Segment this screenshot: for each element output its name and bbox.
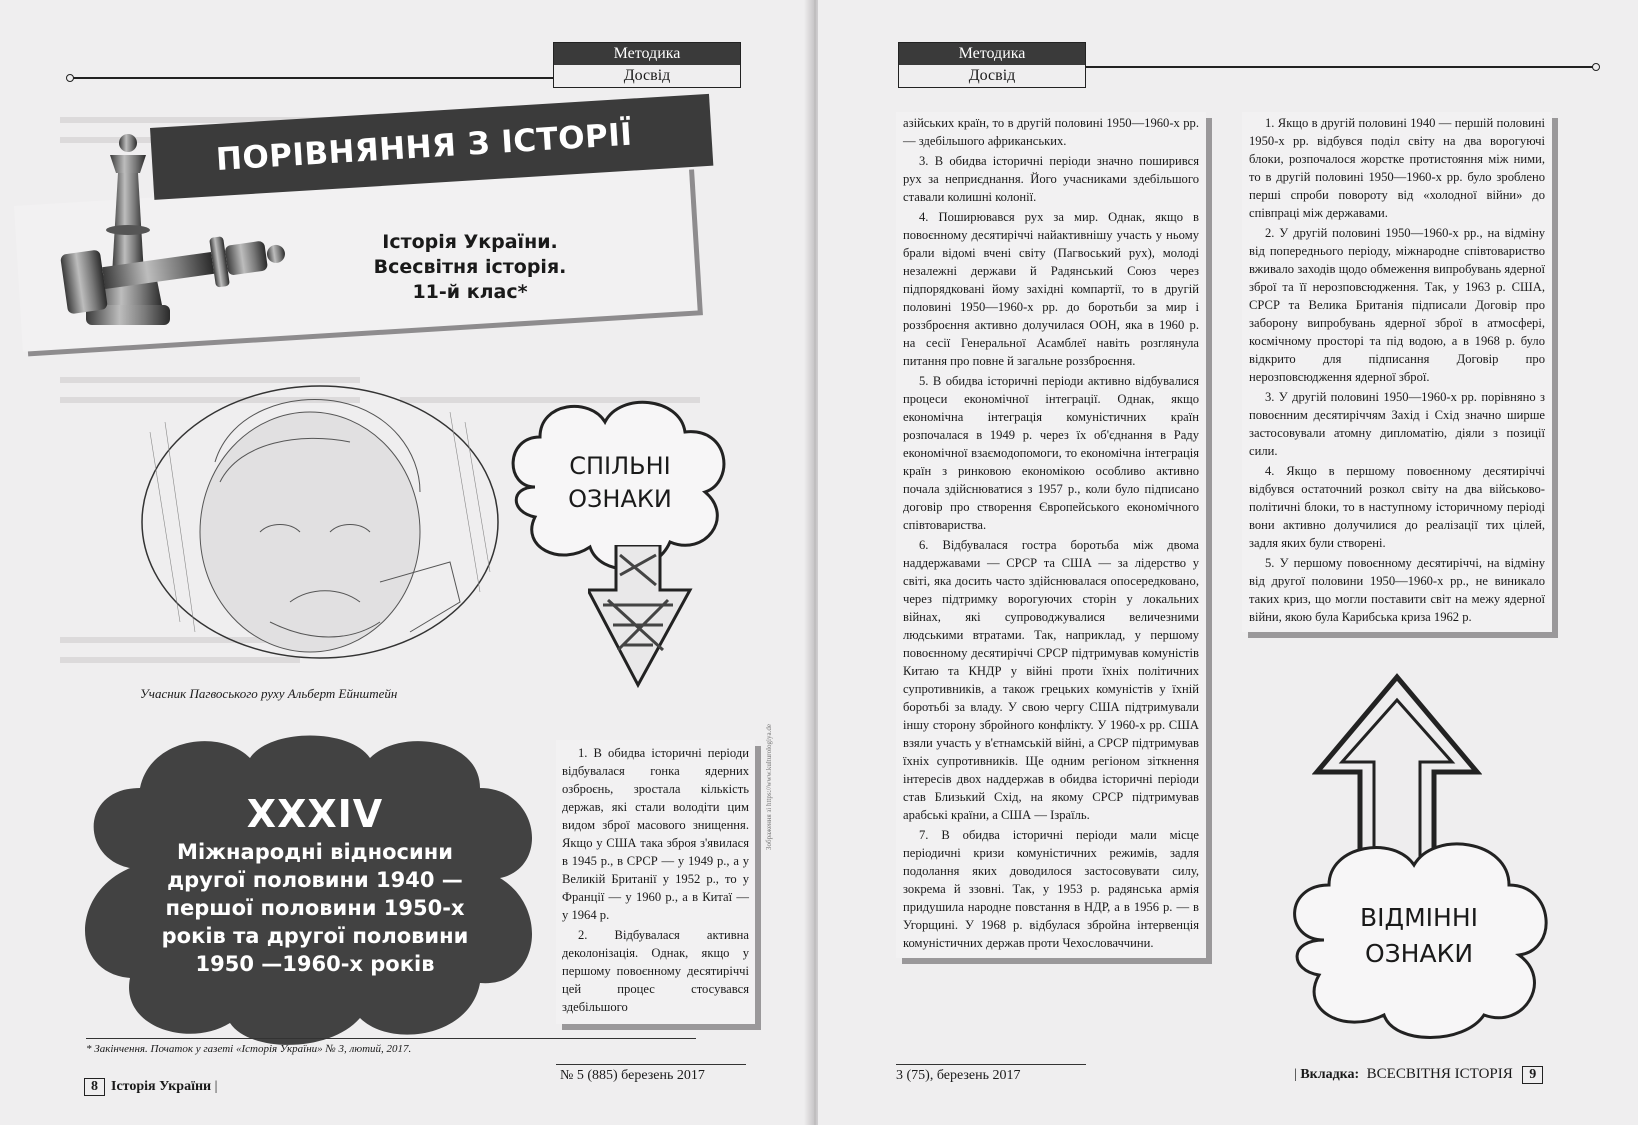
- folio-issue: № 5 (885) березень 2017: [560, 1068, 705, 1083]
- cloud-line: ОЗНАКИ: [1364, 939, 1474, 968]
- lesson-title-line: першої половини 1950-х: [165, 896, 465, 920]
- paragraph: 3. В обидва історичні періоди значно поширився рух за неприєднання. Його учасниками здебільшого ставали колишні колонії.: [903, 154, 1199, 204]
- lesson-number: XXXIV: [246, 792, 384, 836]
- folio-left: [84, 1078, 217, 1096]
- image-credit: Зображення зі https://www.kulturologiya.de: [765, 724, 773, 850]
- portrait-illustration: [120, 372, 500, 672]
- folio-issue: 3 (75), березень 2017: [896, 1068, 1021, 1083]
- lesson-title-line: Міжнародні відносини: [177, 840, 453, 864]
- subtitle-line: Всесвітня історія.: [373, 256, 567, 278]
- paragraph: 2. У другій половині 1950—1960-х рр., на відміну від попереднього періоду, міжнародне співтовариство вживало заходів щодо обмеження випробувань ядерної зброї та її нерозповсюдження. Так, у 1963 р. США, СРСР та Велика Британія підписали Договір про заборону випробувань ядерної зброї в атмосфері, космічному просторі та під водою, а в 1968 р. було відкрито для підписання Договір про нерозповсюдження ядерної зброї.: [1249, 226, 1545, 384]
- lesson-title-line: другої половини 1940 —: [167, 868, 463, 892]
- paragraph: азійських країн, то в другій половині 1950—1960-х рр. — здебільшого африканських.: [903, 116, 1199, 148]
- paragraph: 4. Якщо в першому повоєнному десятиріччі відбувся остаточний розкол світу на два військово-політичні блоки, то в наступному історичному періоді вони активно долучилися до реалізації тих цілей, задля яких були створені.: [1249, 464, 1545, 550]
- cloud-line: ВІДМІННІ: [1360, 903, 1478, 932]
- section-tag-experience: Досвід: [968, 67, 1016, 84]
- paragraph: 5. В обидва історичні періоди активно відбувалися процеси економічної інтеграції. Однак, якщо економічна інтеграція комуністичних країн розпочалася в 1949 р. через їх об'єднання в Раду економічної взаємодопомоги, то економічна інтеграція країн з ринковою економікою особливо активно почала здійснюватися з 1957 р., коли було підписано договір про створення Європейського економічного співтовариства.: [903, 374, 1199, 532]
- folio-right: [1294, 1066, 1549, 1084]
- insert-label: Вкладка:: [1300, 1067, 1360, 1082]
- paragraph: 4. Поширювався рух за мир. Однак, якщо в повоєнному десятиріччі найактивнішу участь у ньому брали відомі вчені світу (Пагвоський рух), молоді незалежні держави й Радянський Союз через підпорядковані йому західні компартії, то в другій половині 1950—1960-х рр. до боротьби за мир і роззброєння активно долучилася ООН, яка в 1960 р. на сесії Генеральної Асамблеї навіть розглянула питання про повне й загальне роззброєння.: [903, 210, 1199, 368]
- footnote-rule: [86, 1038, 696, 1039]
- subtitle: [340, 230, 600, 305]
- paragraph: 5. У першому повоєнному десятиріччі, на відміну від другої половини 1950—1960-х рр., не виникало таких криз, що могли поставити світ на межу ядерної війни, якою була Карибська криза 1962 р.: [1249, 556, 1545, 624]
- folio-divider: |: [211, 1079, 218, 1094]
- arrow-down-icon: [588, 545, 698, 695]
- subtitle-line: 11-й клас*: [412, 281, 528, 303]
- folio-rule: [896, 1064, 1086, 1065]
- newspaper-title: Історія України: [111, 1079, 212, 1094]
- paragraph: 1. В обидва історичні періоди відбувалася гонка ядерних озброєнь, зростала кількість держав, які стали володіти цим видом зброї масового знищення. Якщо у США така зброя з'явилася в 1945 р., в СРСР — у 1949 р., а у Великій Британії у 1952 р., то у Франції — у 1960 р., а в Китаї — у 1964 р.: [562, 746, 749, 922]
- header-rule: [1086, 66, 1596, 68]
- section-tag-methodology: Методика: [899, 43, 1085, 65]
- article-box-center: [896, 112, 1206, 958]
- folio-rule: [556, 1064, 746, 1065]
- section-tag-experience: Досвід: [623, 67, 671, 84]
- section-tag-methodology: Методика: [554, 43, 740, 65]
- right-page: [818, 0, 1638, 1125]
- paragraph: 1. Якщо в другій половині 1940 — першій половині 1950-х рр. відбувся поділ світу на два ворогуючі блоки, розпочалося жорстке протистояння між ними, то в другій половині 1950—1960-х рр. було зроблено перші спроби повороту від «холодної війни» до співпраці між державами.: [1249, 116, 1545, 220]
- paragraph: 3. У другій половині 1950—1960-х рр. порівняно з повоєнним десятиріччям Захід і Схід значно ширше застосовували атомну дипломатію, діяли з позиції сили.: [1249, 390, 1545, 458]
- article-box-right: [1242, 112, 1552, 632]
- folio-divider: |: [1294, 1067, 1301, 1082]
- image-caption: Учасник Пагвоського руху Альберт Ейнштейн: [140, 686, 398, 701]
- cloud-line: СПІЛЬНІ: [569, 452, 671, 480]
- lesson-title-line: років та другої половини: [161, 924, 469, 948]
- subtitle-line: Історія України.: [382, 231, 558, 253]
- paragraph: 6. Відбувалася гостра боротьба між двома наддержавами — СРСР та США — за лідерство у світі, яка досить часто здійснювалася опосередковано, через підтримку ворогуючих сторін у локальних війнах, які супроводжувалися величезними людськими втратами. Так, наприклад, у першому повоєнному десятиріччі СРСР підтримував комуністів Китаю та КНДР у війні проти їхніх політичних супротивників, а також грецьких комуністів у їхній боротьбі за владу. У свою чергу США підтримували іншу сторону збройного конфлікту. У 1960-х рр. США взяли участь у в'єтнамській війні, а СРСР підтримував їхніх супротивників. Ще одним регіоном зіткнення інтересів двох наддержав в обидва історичні періоди став Близький Схід, на якому СРСР підтримував арабські країни, а США — Ізраїль.: [903, 538, 1199, 822]
- chess-pieces-icon: [40, 125, 290, 365]
- paragraph: 7. В обидва історичні періоди мали місце періодичні кризи комуністичних режимів, задля подолання яких доводилося застосовувати силу, зокрема й ззовні. Так, у 1953 р. радянська армія придушила народне повстання в НДР, а в 1956 р. — в Угорщині. У 1968 р. відбулася збройна інтервенція комуністичних держав проти Чехословаччини.: [903, 828, 1199, 950]
- article-box-left: [556, 740, 755, 1024]
- cloud-line: ОЗНАКИ: [568, 485, 672, 513]
- section-tag: [898, 42, 1086, 88]
- page-title: ПОРІВНЯННЯ З ІСТОРІЇ: [214, 116, 634, 178]
- footnote: * Закінчення. Початок у газеті «Історія України» № 3, лютий, 2017.: [86, 1043, 412, 1055]
- lesson-title: [150, 790, 480, 978]
- left-page: [0, 0, 812, 1125]
- differences-label: [1334, 900, 1504, 972]
- common-features-label: [545, 450, 695, 516]
- page-number: 9: [1522, 1066, 1543, 1084]
- lesson-title-line: 1950 —1960-х років: [195, 952, 435, 976]
- insert-title: ВСЕСВІТНЯ ІСТОРІЯ: [1366, 1066, 1513, 1082]
- page-number: 8: [84, 1078, 105, 1096]
- paragraph: 2. Відбувалася активна деколонізація. Однак, якщо у першому повоєнному десятиріччі цей процес стосувався здебільшого: [562, 928, 749, 1014]
